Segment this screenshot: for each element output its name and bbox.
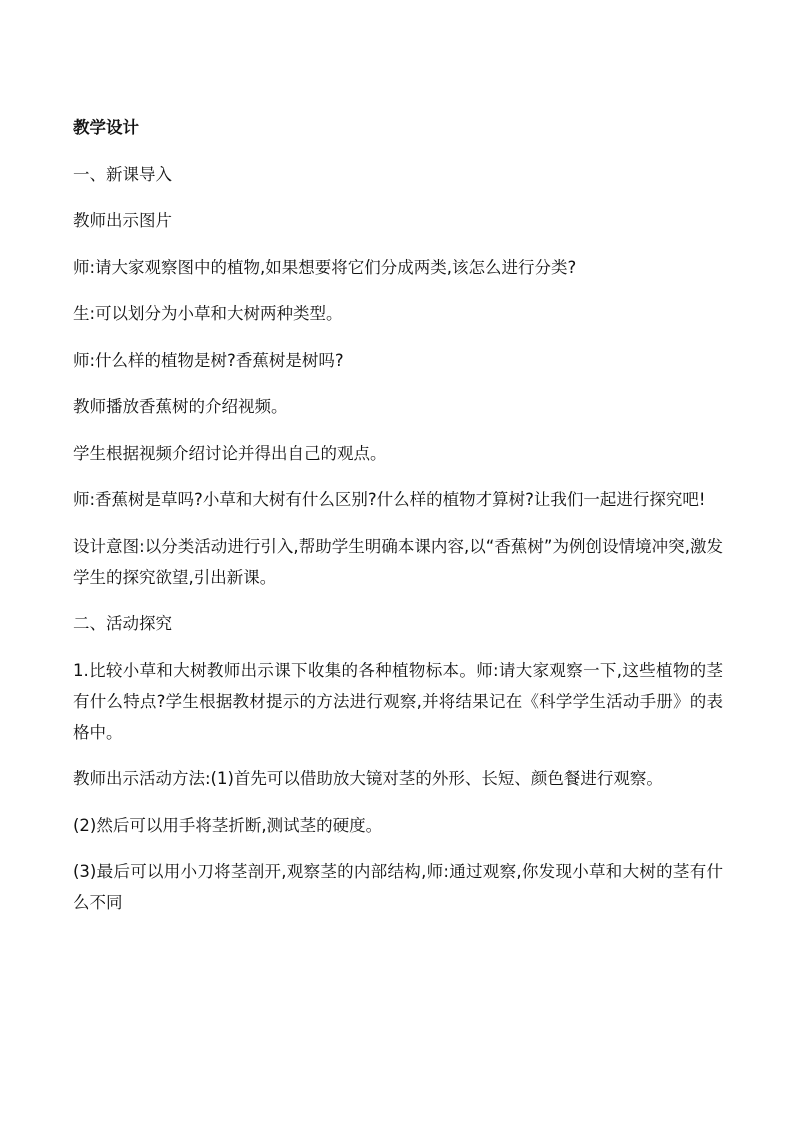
paragraph: 教师出示活动方法:(1)首先可以借助放大镜对茎的外形、长短、颜色餐进行观察。 — [73, 769, 663, 788]
paragraph: 1.比较小草和大树教师出示课下收集的各种植物标本。师:请大家观察一下,这些植物的茎有什么特点?学生根据教材提示的方法进行观察,并将结果记在《科学学生活动手册》的表格中。 — [73, 660, 723, 742]
paragraph: 师:香蕉树是草吗?小草和大树有什么区别?什么样的植物才算树?让我们一起进行探究吧! — [73, 490, 706, 509]
document-body — [73, 112, 723, 934]
design-intent-paragraph: 设计意图:以分类活动进行引入,帮助学生明确本课内容,以“香蕉树”为例创设情境冲突,激发学生的探究欲望,引出新课。 — [73, 536, 723, 587]
paragraph: 学生根据视频介绍讨论并得出自己的观点。 — [73, 443, 387, 463]
paragraph: 师:什么样的植物是树?香蕉树是树吗? — [73, 350, 344, 370]
paragraph: 教师出示图片 — [73, 211, 172, 230]
paragraph: (3)最后可以用小刀将茎剖开,观察茎的内部结构,师:通过观察,你发现小草和大树的茎有什么不同 — [73, 862, 723, 912]
paragraph: 生:可以划分为小草和大树两种类型。 — [73, 304, 343, 323]
section-heading-activity: 二、活动探究 — [73, 614, 172, 633]
document-title: 教学设计 — [73, 118, 139, 137]
section-heading-intro: 一、新课导入 — [73, 164, 172, 184]
paragraph: 教师播放香蕉树的介绍视频。 — [73, 397, 288, 416]
paragraph: (2)然后可以用手将茎折断,测试茎的硬度。 — [73, 815, 383, 835]
paragraph: 师:请大家观察图中的植物,如果想要将它们分成两类,该怎么进行分类? — [73, 257, 577, 277]
